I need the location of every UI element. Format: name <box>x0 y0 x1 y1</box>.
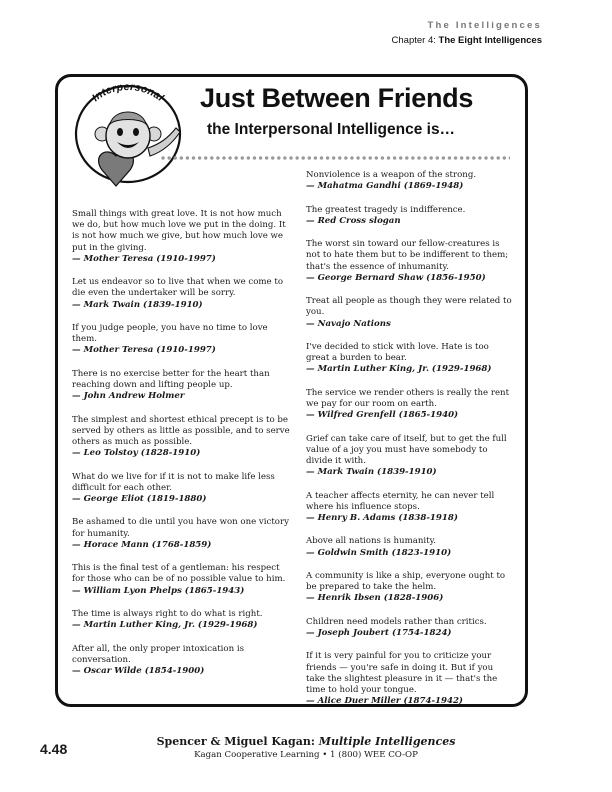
quote-attribution: — Mahatma Gandhi (1869-1948) <box>306 181 464 192</box>
chapter-title: The Eight Intelligences <box>438 35 542 46</box>
quote-text: Treat all people as though they were related to you. <box>306 296 512 318</box>
quote-item <box>72 277 290 311</box>
quote-item <box>306 388 512 422</box>
footer-publisher: Kagan Cooperative Learning • 1 (800) WEE CO-OP <box>194 750 418 760</box>
quote-text: The time is always right to do what is right. <box>72 608 263 619</box>
quote-text: Grief can take care of itself, but to get the full value of a joy you must have somebody to divide it with. <box>306 433 507 466</box>
quote-item <box>72 472 290 506</box>
quote-attribution: — Red Cross slogan <box>306 215 401 226</box>
quote-attribution: — Oscar Wilde (1854-1900) <box>72 665 205 676</box>
quote-item <box>72 563 290 597</box>
section-heading: The Intelligences <box>427 20 542 31</box>
right-quote-column <box>306 170 512 720</box>
footer-authors: Spencer & Miguel Kagan: <box>156 735 315 748</box>
quote-attribution: — Martin Luther King, Jr. (1929-1968) <box>306 364 492 375</box>
quote-item <box>306 491 512 525</box>
quote-text: After all, the only proper intoxication is conversation. <box>72 643 245 665</box>
quote-item <box>306 296 512 330</box>
quote-attribution: — Martin Luther King, Jr. (1929-1968) <box>72 620 258 631</box>
quote-item <box>306 239 512 284</box>
quote-text: Above all nations is humanity. <box>306 536 437 547</box>
quote-item <box>72 323 290 357</box>
chapter-prefix: Chapter 4: <box>391 35 436 46</box>
quote-text: Small things with great love. It is not how much we do, but how much love we put in the doing. It is not how much we give, but how much love we put in the giving. <box>72 209 286 253</box>
quote-attribution: — John Andrew Holmer <box>72 391 185 402</box>
quote-text: A teacher affects eternity, he can never tell where his influence stops. <box>306 490 495 512</box>
quote-attribution: — Alice Duer Miller (1874-1942) <box>306 696 463 707</box>
quote-item <box>72 369 290 403</box>
quote-attribution: — Goldwin Smith (1823-1910) <box>306 547 452 558</box>
footer-citation <box>0 735 612 748</box>
quote-attribution: — Navajo Nations <box>306 318 391 329</box>
badge-label: Interpersonal <box>89 80 167 105</box>
quote-attribution: — Mother Teresa (1910-1997) <box>72 345 216 356</box>
quote-text: This is the final test of a gentleman: his respect for those who can be of no possible value to him. <box>72 563 286 585</box>
page-title: Just Between Friends <box>200 83 474 113</box>
quote-text: A community is like a ship, everyone ought to be prepared to take the helm. <box>306 570 506 593</box>
quote-item <box>306 617 512 639</box>
dotted-divider <box>160 155 510 161</box>
quote-text: There is no exercise better for the heart than reaching down and lifting people up. <box>72 368 270 390</box>
quote-text: Be ashamed to die until you have won one victory for humanity. <box>72 517 289 539</box>
quote-attribution: — Henrik Ibsen (1828-1906) <box>306 593 444 604</box>
quote-item <box>306 651 512 707</box>
quote-item <box>306 571 512 605</box>
quote-text: I've decided to stick with love. Hate is too great a burden to bear. <box>306 341 489 364</box>
quote-text: The simplest and shortest ethical precept is to be served by others as little as possible, and to serve others as much as possible. <box>72 414 290 447</box>
quote-attribution: — Wilfred Grenfell (1865-1940) <box>306 410 459 421</box>
quote-text: If you judge people, you have no time to love them. <box>72 323 268 345</box>
quote-item <box>72 644 290 678</box>
quote-item <box>72 415 290 460</box>
chapter-heading <box>392 35 542 46</box>
quote-text: The service we render others is really the rent we pay for our room on earth. <box>306 387 510 409</box>
quote-text: Let us endeavor so to live that when we come to die even the undertaker will be sorry. <box>72 277 283 299</box>
page-number: 4.48 <box>40 741 68 757</box>
quote-item <box>72 209 290 265</box>
quote-attribution: — Mark Twain (1839-1910) <box>72 299 203 310</box>
quote-text: What do we live for if it is not to make life less difficult for each other. <box>72 471 275 493</box>
quote-text: If it is very painful for you to criticize your friends — you're safe in doing it. But if you take the slightest pleasure in it — that's the time to hold your tongue. <box>306 651 498 695</box>
quote-attribution: — George Eliot (1819-1880) <box>72 494 207 504</box>
quote-attribution: — Horace Mann (1768-1859) <box>72 539 212 550</box>
quote-item <box>306 170 512 192</box>
quote-item <box>306 434 512 479</box>
footer-book-title: Multiple Intelligences <box>318 735 456 748</box>
quote-attribution: — George Bernard Shaw (1856-1950) <box>306 272 486 283</box>
quote-item <box>72 609 290 631</box>
quote-text: The worst sin toward our fellow-creatures is not to hate them but to be indifferent to them; that's the essence of inhumanity. <box>306 239 509 272</box>
quote-item <box>306 342 512 376</box>
quote-text: Children need models rather than critics. <box>306 616 487 627</box>
quote-item <box>72 517 290 551</box>
quote-text: The greatest tragedy is indifference. <box>306 204 466 215</box>
quote-attribution: — Mother Teresa (1910-1997) <box>72 253 216 264</box>
quote-attribution: — Leo Tolstoy (1828-1910) <box>72 448 201 459</box>
quote-attribution: — Henry B. Adams (1838-1918) <box>306 512 458 523</box>
quote-attribution: — Mark Twain (1839-1910) <box>306 467 437 478</box>
quote-item <box>306 536 512 558</box>
quote-text: Nonviolence is a weapon of the strong. <box>306 170 477 180</box>
quote-attribution: — William Lyon Phelps (1865-1943) <box>72 585 245 596</box>
interpersonal-badge <box>68 78 190 194</box>
quote-item <box>306 205 512 227</box>
page-subtitle: the Interpersonal Intelligence is… <box>207 121 456 138</box>
quote-attribution: — Joseph Joubert (1754-1824) <box>306 627 452 638</box>
left-quote-column <box>72 209 290 689</box>
